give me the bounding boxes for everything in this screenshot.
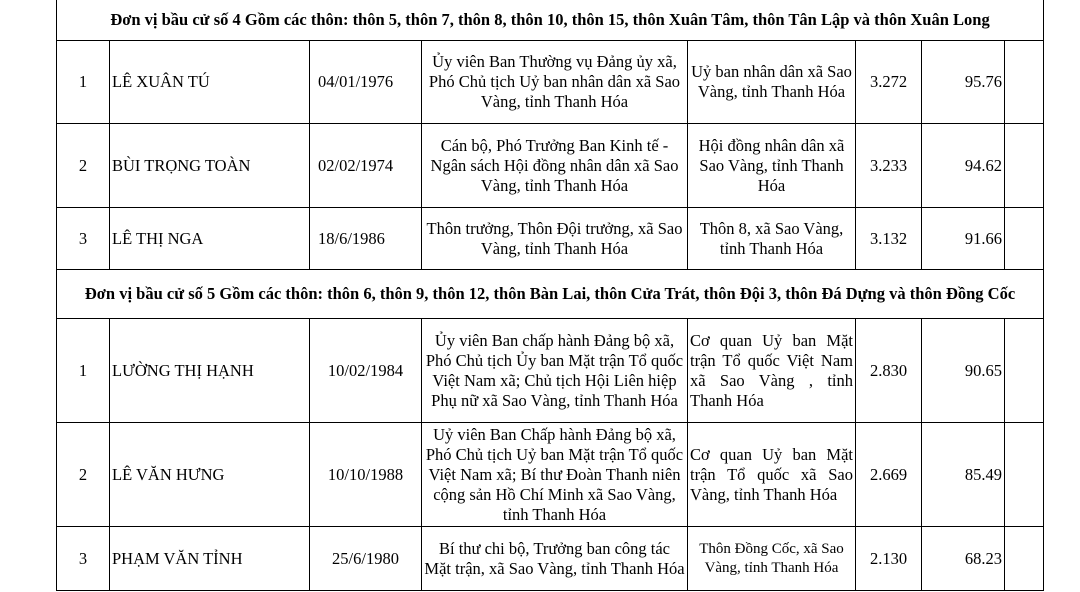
workplace: Hội đồng nhân dân xã Sao Vàng, tỉnh Thanh Hóa (688, 124, 856, 208)
empty-cell (1005, 41, 1044, 124)
empty-cell (1005, 527, 1044, 591)
birth-date: 25/6/1980 (310, 527, 422, 591)
vote-percent: 94.62 (922, 124, 1005, 208)
vote-count: 3.233 (856, 124, 922, 208)
election-results-table (56, 0, 1044, 591)
vote-percent: 85.49 (922, 423, 1005, 527)
group-heading: Đơn vị bầu cử số 4 Gồm các thôn: thôn 5, thôn 7, thôn 8, thôn 10, thôn 15, thôn Xuân Tâm, thôn Tân Lập và thôn Xuân Long (57, 0, 1044, 41)
empty-cell (1005, 208, 1044, 270)
vote-percent: 68.23 (922, 527, 1005, 591)
candidate-name: LÊ VĂN HƯNG (110, 423, 310, 527)
position: Ủy viên Ban Thường vụ Đảng ủy xã, Phó Chủ tịch Uỷ ban nhân dân xã Sao Vàng, tỉnh Thanh Hóa (422, 41, 688, 124)
birth-date: 10/02/1984 (310, 319, 422, 423)
candidate-name: LÊ THỊ NGA (110, 208, 310, 270)
candidate-name: BÙI TRỌNG TOÀN (110, 124, 310, 208)
row-number: 3 (57, 527, 110, 591)
workplace: Cơ quan Uỷ ban Mặt trận Tổ quốc xã Sao Vàng, tỉnh Thanh Hóa (688, 423, 856, 527)
birth-date: 02/02/1974 (310, 124, 422, 208)
empty-cell (1005, 124, 1044, 208)
empty-cell (1005, 319, 1044, 423)
position: Cán bộ, Phó Trưởng Ban Kinh tế - Ngân sách Hội đồng nhân dân xã Sao Vàng, tỉnh Thanh Hóa (422, 124, 688, 208)
row-number: 2 (57, 124, 110, 208)
table-row (57, 423, 1044, 527)
row-number: 1 (57, 319, 110, 423)
table-row (57, 41, 1044, 124)
position: Thôn trưởng, Thôn Đội trưởng, xã Sao Vàng, tỉnh Thanh Hóa (422, 208, 688, 270)
workplace: Thôn 8, xã Sao Vàng, tỉnh Thanh Hóa (688, 208, 856, 270)
candidate-name: LƯỜNG THỊ HẠNH (110, 319, 310, 423)
group-heading-row (57, 270, 1044, 319)
row-number: 2 (57, 423, 110, 527)
vote-percent: 95.76 (922, 41, 1005, 124)
workplace: Thôn Đồng Cốc, xã Sao Vàng, tỉnh Thanh Hóa (688, 527, 856, 591)
birth-date: 18/6/1986 (310, 208, 422, 270)
position: Ủy viên Ban chấp hành Đảng bộ xã, Phó Chủ tịch Ủy ban Mặt trận Tổ quốc Việt Nam xã; Chủ tịch Hội Liên hiệp Phụ nữ xã Sao Vàng, tỉnh Thanh Hóa (422, 319, 688, 423)
birth-date: 10/10/1988 (310, 423, 422, 527)
group-heading-row (57, 0, 1044, 41)
table-row (57, 124, 1044, 208)
vote-count: 3.132 (856, 208, 922, 270)
position: Uỷ viên Ban Chấp hành Đảng bộ xã, Phó Chủ tịch Uỷ ban Mặt trận Tổ quốc Việt Nam xã; Bí thư Đoàn Thanh niên cộng sản Hồ Chí Minh xã Sao Vàng, tỉnh Thanh Hóa (422, 423, 688, 527)
empty-cell (1005, 423, 1044, 527)
candidate-name: PHẠM VĂN TỈNH (110, 527, 310, 591)
birth-date: 04/01/1976 (310, 41, 422, 124)
vote-percent: 90.65 (922, 319, 1005, 423)
row-number: 1 (57, 41, 110, 124)
workplace: Cơ quan Uỷ ban Mặt trận Tổ quốc Việt Nam xã Sao Vàng , tỉnh Thanh Hóa (688, 319, 856, 423)
workplace: Uỷ ban nhân dân xã Sao Vàng, tỉnh Thanh Hóa (688, 41, 856, 124)
group-heading: Đơn vị bầu cử số 5 Gồm các thôn: thôn 6, thôn 9, thôn 12, thôn Bàn Lai, thôn Cửa Trát, thôn Đội 3, thôn Đá Dựng và thôn Đồng Cốc (57, 270, 1044, 319)
vote-count: 2.669 (856, 423, 922, 527)
vote-count: 2.830 (856, 319, 922, 423)
row-number: 3 (57, 208, 110, 270)
table-row (57, 527, 1044, 591)
position: Bí thư chi bộ, Trưởng ban công tác Mặt trận, xã Sao Vàng, tỉnh Thanh Hóa (422, 527, 688, 591)
table-row (57, 319, 1044, 423)
vote-count: 3.272 (856, 41, 922, 124)
candidate-name: LÊ XUÂN TÚ (110, 41, 310, 124)
table-row (57, 208, 1044, 270)
vote-percent: 91.66 (922, 208, 1005, 270)
vote-count: 2.130 (856, 527, 922, 591)
